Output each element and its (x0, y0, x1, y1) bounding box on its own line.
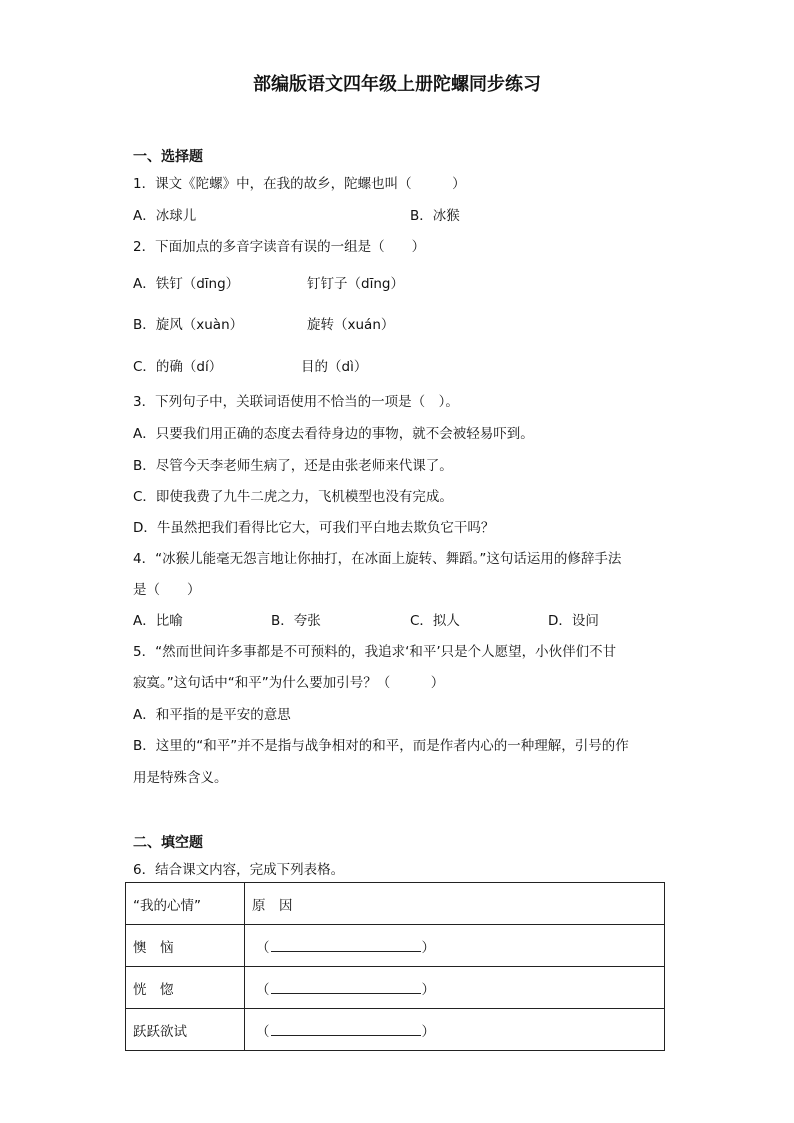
mood-table (125, 882, 665, 1051)
question-2-option-b-second: 旋转（xuán） (307, 317, 395, 333)
question-3-option-c: C．即使我费了九牛二虎之力，飞机模型也没有完成。 (133, 489, 453, 505)
question-4-option-c: C．拟人 (410, 613, 460, 629)
question-2-option-b: B．旋风（xuàn） (133, 317, 244, 333)
table-row (126, 967, 665, 1009)
table-row (126, 1009, 665, 1051)
question-4-option-b: B．夸张 (271, 613, 321, 629)
question-3-stem: 3．下列句子中，关联词语使用不恰当的一项是（ ）。 (133, 394, 459, 410)
row-mood-label: 懊 恼 (126, 925, 245, 967)
question-5-option-b-line-2: 用是特殊含义。 (133, 770, 228, 786)
question-6-stem: 6．结合课文内容，完成下列表格。 (133, 862, 345, 878)
question-2-stem: 2．下面加点的多音字读音有误的一组是（ ） (133, 239, 426, 255)
question-2-option-c: C．的确（dí） (133, 359, 223, 375)
question-1-option-a: A．冰球儿 (133, 208, 197, 224)
question-3-option-b: B．尽管今天李老师生病了，还是由张老师来代课了。 (133, 458, 453, 474)
question-5-stem-line-2: 寂寞。”这句话中“和平”为什么要加引号？（ ） (133, 675, 445, 691)
table-header-row (126, 883, 665, 925)
close-paren: ） (421, 981, 435, 998)
section-heading-choice: 一、选择题 (133, 149, 203, 165)
question-4-stem-line-2: 是（ ） (133, 582, 201, 598)
page-title: 部编版语文四年级上册陀螺同步练习 (253, 74, 541, 95)
question-4-stem-line-1: 4．“冰猴儿能毫无怨言地让你抽打，在冰面上旋转、舞蹈。”这句话运用的修辞手法 (133, 551, 622, 567)
question-1-option-b: B．冰猴 (410, 208, 460, 224)
answer-cell (245, 925, 665, 967)
answer-blank[interactable] (271, 1023, 421, 1036)
answer-blank[interactable] (271, 981, 421, 994)
answer-cell (245, 967, 665, 1009)
question-5-option-b-line-1: B．这里的“和平”并不是指与战争相对的和平，而是作者内心的一种理解，引号的作 (133, 738, 629, 754)
close-paren: ） (421, 939, 435, 956)
question-3-option-d: D．牛虽然把我们看得比它大，可我们平白地去欺负它干吗？ (133, 520, 495, 536)
row-mood-label: 恍 惚 (126, 967, 245, 1009)
table-row (126, 925, 665, 967)
question-1-stem: 1．课文《陀螺》中，在我的故乡，陀螺也叫（ ） (133, 176, 466, 192)
question-2-option-a: A．铁钉（dīng） (133, 276, 240, 292)
section-heading-fill: 二、填空题 (133, 835, 203, 851)
row-mood-label: 跃跃欲试 (126, 1009, 245, 1051)
question-2-option-c-second: 目的（dì） (301, 359, 368, 375)
open-paren: （ (256, 981, 270, 998)
question-4-option-a: A．比喻 (133, 613, 183, 629)
answer-cell (245, 1009, 665, 1051)
header-mood: “我的心情” (126, 883, 245, 925)
open-paren: （ (256, 1023, 270, 1040)
answer-blank[interactable] (271, 939, 421, 952)
question-3-option-a: A．只要我们用正确的态度去看待身边的事物，就不会被轻易吓到。 (133, 426, 534, 442)
question-4-option-d: D．设问 (548, 613, 599, 629)
question-5-option-a: A．和平指的是平安的意思 (133, 707, 291, 723)
header-reason: 原 因 (245, 883, 665, 925)
open-paren: （ (256, 939, 270, 956)
question-2-option-a-second: 钉钉子（dīng） (307, 276, 404, 292)
close-paren: ） (421, 1023, 435, 1040)
question-5-stem-line-1: 5．“然而世间许多事都是不可预料的，我追求‘和平’只是个人愿望，小伙伴们不甘 (133, 644, 617, 660)
